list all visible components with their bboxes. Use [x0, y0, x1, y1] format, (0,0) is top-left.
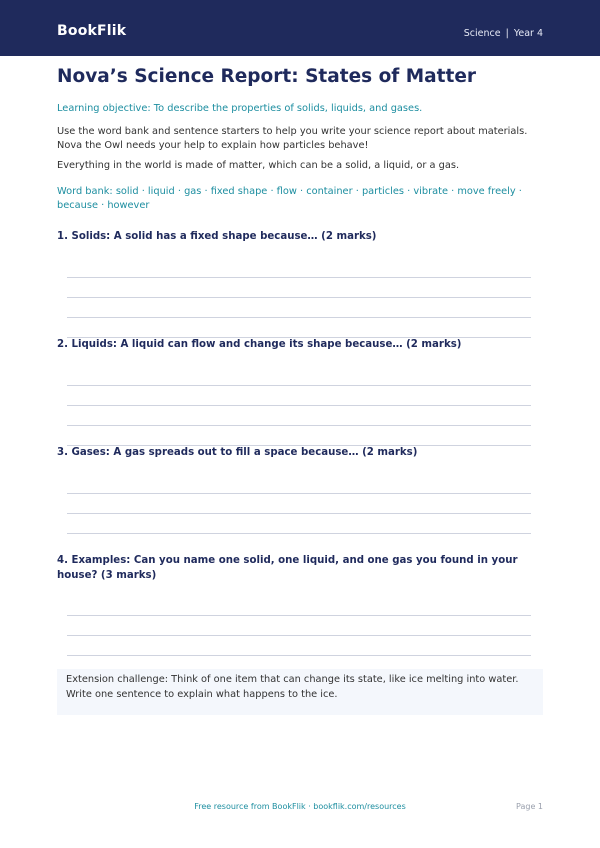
word-bank: Word bank: solid · liquid · gas · fixed shape · flow · container · particles · vibrate · move freely · because · however: [57, 186, 522, 211]
page-header: [0, 0, 600, 56]
page-footer: [0, 802, 600, 816]
answer-line[interactable]: [67, 635, 531, 636]
question-2: [57, 337, 543, 352]
question-3: [57, 445, 543, 460]
question-label: 4. Examples: Can you name one solid, one liquid, and one gas you found in your house? (3 marks): [57, 555, 518, 581]
question-4: [57, 553, 543, 583]
question-label: 2. Liquids: A liquid can flow and change its shape because… (2 marks): [57, 339, 462, 350]
answer-line[interactable]: [67, 533, 531, 534]
question-1: [57, 229, 543, 244]
brand-logo[interactable]: BookFlik: [57, 23, 127, 39]
extension-challenge: Extension challenge: Think of one item that can change its state, like ice melting into water. Write one sentence to explain what happens to the ice.: [57, 669, 543, 715]
answer-line[interactable]: [67, 615, 531, 616]
subject-separator: |: [505, 28, 509, 39]
learning-objective: Learning objective: To describe the properties of solids, liquids, and gases.: [57, 103, 423, 114]
answer-line[interactable]: [67, 317, 531, 318]
question-label: 3. Gases: A gas spreads out to fill a space because… (2 marks): [57, 447, 418, 458]
answer-line[interactable]: [67, 385, 531, 386]
answer-line[interactable]: [67, 513, 531, 514]
subject-label: [464, 28, 543, 39]
answer-line[interactable]: [67, 493, 531, 494]
page-number: Page 1: [516, 802, 543, 811]
answer-line[interactable]: [67, 425, 531, 426]
answer-line[interactable]: [67, 655, 531, 656]
worksheet-intro: [57, 64, 543, 213]
answer-line[interactable]: [67, 297, 531, 298]
intro-text: Use the word bank and sentence starters to help you write your science report about materials. Nova the Owl needs your help to explain how particles behave!: [57, 126, 528, 151]
page-title: Nova’s Science Report: States of Matter: [57, 66, 477, 87]
footer-link[interactable]: Free resource from BookFlik · bookflik.com/resources: [194, 802, 406, 811]
answer-line[interactable]: [67, 277, 531, 278]
answer-line[interactable]: [67, 405, 531, 406]
year-level: Year 4: [513, 28, 543, 39]
intro-text-2: Everything in the world is made of matter, which can be a solid, a liquid, or a gas.: [57, 160, 460, 171]
subject-name: Science: [463, 28, 501, 39]
question-label: 1. Solids: A solid has a fixed shape because… (2 marks): [57, 231, 377, 242]
